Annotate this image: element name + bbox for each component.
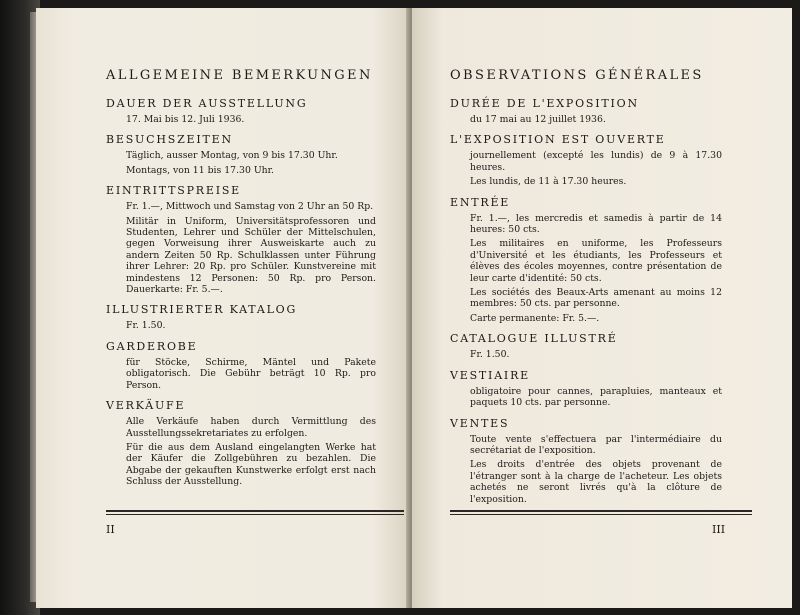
section-heading: L'EXPOSITION EST OUVERTE <box>450 133 666 147</box>
paragraph: Für die aus dem Ausland eingelangten Werke hat der Käufer die Zollgebühren zu bezahlen. Die Abgabe der gekauften Kunstwerke erfolgt erst nach Schluss der Ausstellung. <box>126 441 376 488</box>
paragraph: Fr. 1.50. <box>470 349 510 361</box>
right-column <box>450 68 722 513</box>
section-heading: BESUCHSZEITEN <box>106 133 233 147</box>
section-heading: VENTES <box>450 416 510 430</box>
section-dauer <box>106 97 376 125</box>
paragraph: Toute vente s'effectuera par l'intermédiaire du secrétariat de l'exposition. <box>470 433 722 456</box>
paragraph: journellement (excepté les lundis) de 9 à 17.30 heures. <box>470 150 722 173</box>
paragraph: Militär in Uniform, Universitätsprofessoren und Studenten, Lehrer und Schüler der Mittelschulen, gegen Vorweisung ihrer Ausweiskarte auch zu andern Zeiten 50 Rp. Schulklassen unter Führung ihrer Lehrer: 20 Rp. pro Schüler. Kunstvereine mit mindestens 12 Personen: 50 Rp. pro Person. Dauerkarte: Fr. 5.—. <box>126 215 376 296</box>
section-entree <box>450 196 722 325</box>
section-ouverte <box>450 133 722 187</box>
page-number: II <box>106 523 115 536</box>
paragraph: Les lundis, de 11 à 17.30 heures. <box>470 176 627 188</box>
paragraph: Fr. 1.—, les mercredis et samedis à partir de 14 heures: 50 cts. <box>470 212 722 236</box>
paragraph: Carte permanente: Fr. 5.—. <box>470 312 600 324</box>
left-page <box>36 8 410 608</box>
section-vestiaire <box>450 369 722 409</box>
section-ventes <box>450 417 722 505</box>
section-garderobe <box>106 340 376 391</box>
footer-rule <box>106 510 404 515</box>
paragraph: Täglich, ausser Montag, von 9 bis 17.30 Uhr. <box>126 150 338 162</box>
section-heading: DAUER DER AUSSTELLUNG <box>106 97 308 110</box>
section-duree <box>450 97 722 125</box>
section-heading: GARDEROBE <box>106 339 198 353</box>
left-page-title: ALLGEMEINE BEMERKUNGEN <box>106 68 373 83</box>
right-page-title: OBSERVATIONS GÉNÉRALES <box>450 68 704 83</box>
paragraph: 17. Mai bis 12. Juli 1936. <box>126 114 245 125</box>
paragraph: Les militaires en uniforme, les Professeurs d'Université et les étudiants, les Professeurs et élèves des écoles moyennes, contre présentation de leur carte d'identité: 50 cts. <box>470 238 722 284</box>
section-heading: ILLUSTRIERTER KATALOG <box>106 303 298 317</box>
paragraph: du 17 mai au 12 juillet 1936. <box>470 114 606 125</box>
section-heading: VESTIAIRE <box>450 368 530 382</box>
paragraph: für Stöcke, Schirme, Mäntel und Pakete obligatorisch. Die Gebühr beträgt 10 Rp. pro Person. <box>126 356 376 391</box>
section-heading: EINTRITTSPREISE <box>106 184 242 198</box>
section-heading: DURÉE DE L'EXPOSITION <box>450 97 639 110</box>
section-katalog <box>106 303 376 331</box>
section-heading: CATALOGUE ILLUSTRÉ <box>450 332 618 346</box>
section-heading: ENTRÉE <box>450 195 511 209</box>
paragraph: Fr. 1.50. <box>126 320 166 332</box>
paragraph: Fr. 1.—, Mittwoch und Samstag von 2 Uhr an 50 Rp. <box>126 201 374 213</box>
footer-rule <box>450 510 752 515</box>
section-eintrittspreise <box>106 184 376 295</box>
paragraph: Montags, von 11 bis 17.30 Uhr. <box>126 164 275 176</box>
section-verkaeufe <box>106 399 376 487</box>
section-heading: VERKÄUFE <box>106 399 186 413</box>
page-number: III <box>712 523 726 536</box>
section-catalogue <box>450 332 722 360</box>
left-column <box>106 68 376 496</box>
section-besuchszeiten <box>106 133 376 176</box>
right-page <box>412 8 792 608</box>
paragraph: Alle Verkäufe haben durch Vermittlung des Ausstellungssekretariates zu erfolgen. <box>126 416 376 439</box>
paragraph: Les droits d'entrée des objets provenant de l'étranger sont à la charge de l'acheteur. Les objets achetés ne seront livrés qu'à la clôture de l'exposition. <box>470 459 722 505</box>
paragraph: Les sociétés des Beaux-Arts amenant au moins 12 membres: 50 cts. par personne. <box>470 287 722 310</box>
paragraph: obligatoire pour cannes, parapluies, manteaux et paquets 10 cts. par personne. <box>470 385 722 409</box>
